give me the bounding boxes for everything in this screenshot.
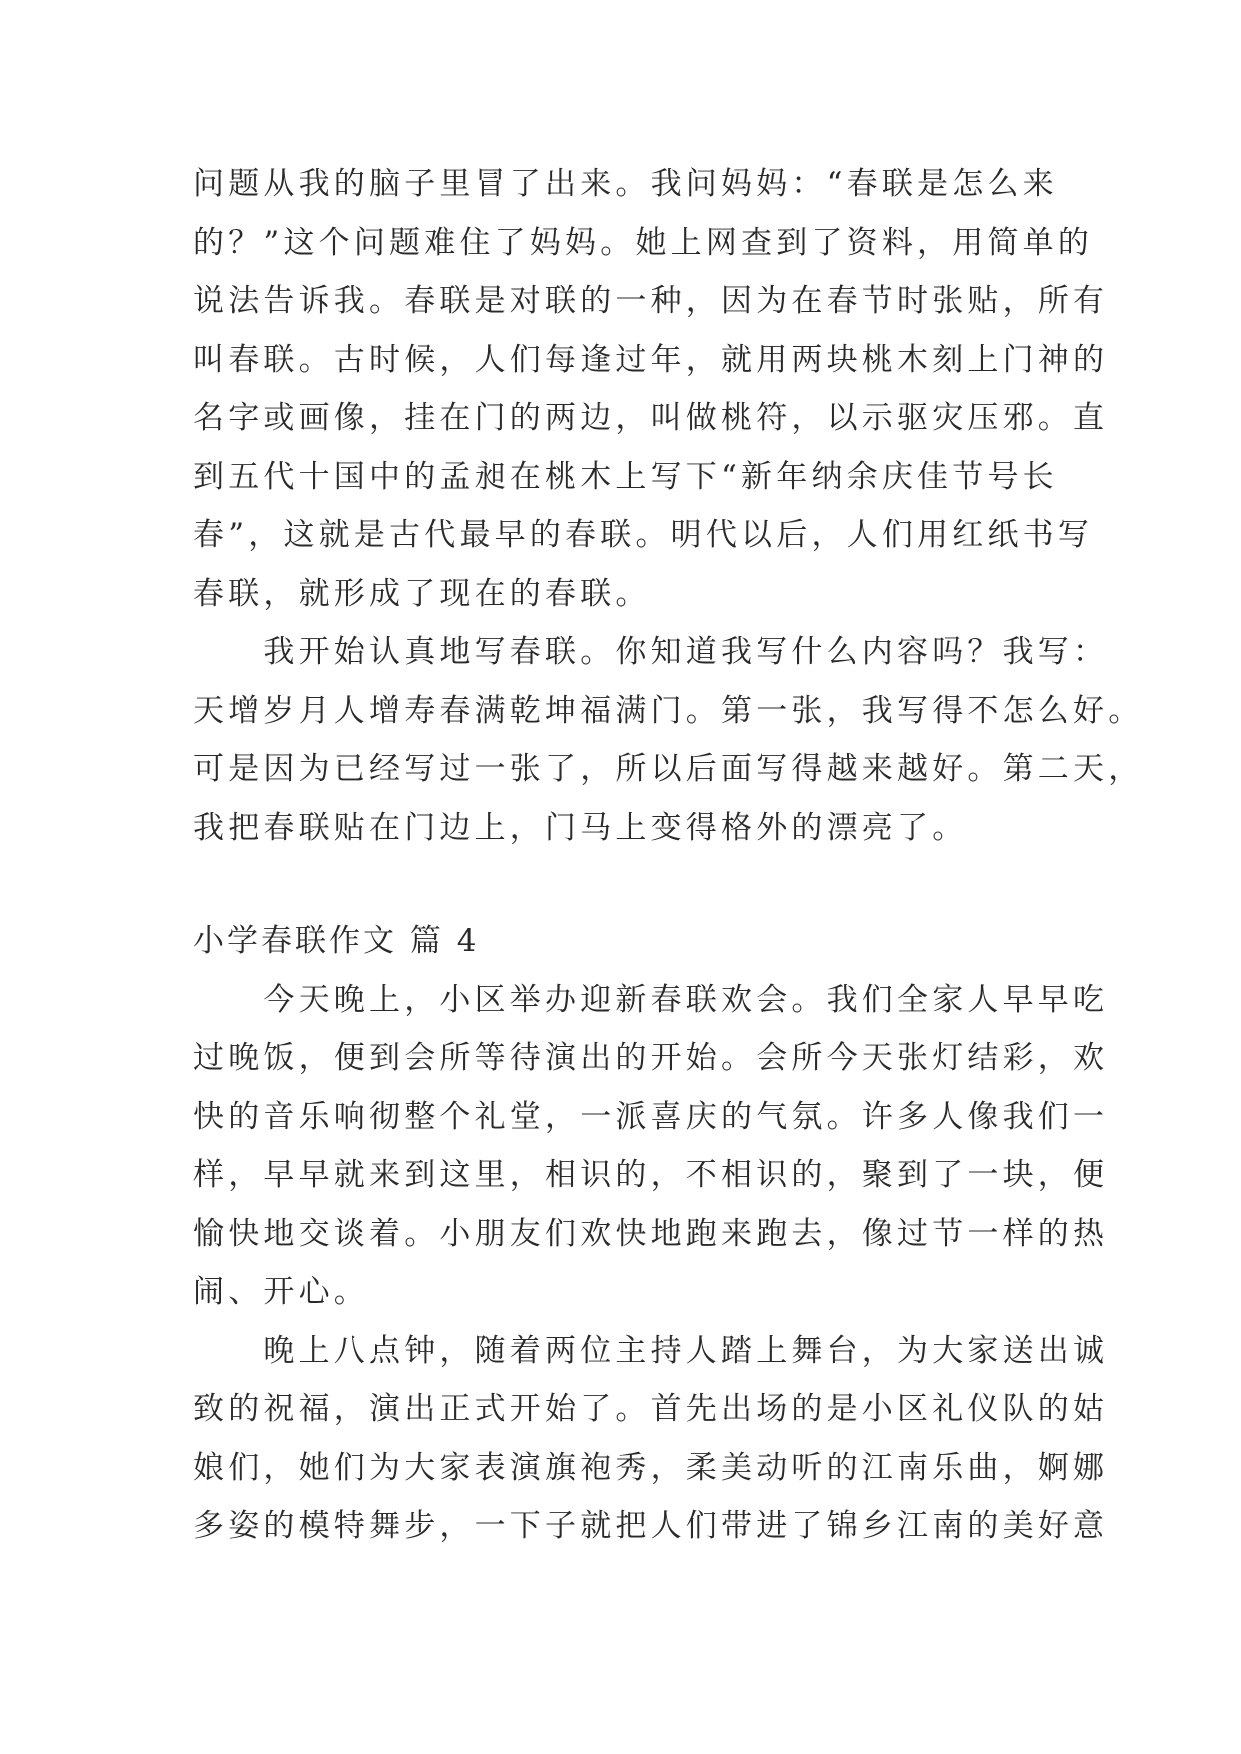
text-line: 名字或画像，挂在门的两边，叫做桃符，以示驱灾压邪。直 [193,400,1109,436]
text-line: 春”，这就是古代最早的春联。明代以后，人们用红纸书写 [193,517,1094,553]
text-line: 问题从我的脑子里冒了出来。我问妈妈：“春联是怎么来 [193,166,1058,202]
text-line: 今天晚上，小区举办迎新春联欢会。我们全家人早早吃 [193,981,1109,1018]
paragraph-1 [193,155,1109,623]
document-body [193,155,1144,1556]
text-line: 快的音乐响彻整个礼堂，一派喜庆的气氛。许多人像我们一 [193,1098,1109,1135]
text-line: 说法告诉我。春联是对联的一种，因为在春节时张贴，所有 [193,283,1109,319]
section-heading: 小学春联作文 篇 4 [193,923,480,959]
text-line: 闹、开心。 [193,1274,369,1310]
text-line: 我把春联贴在门边上，门马上变得格外的漂亮了。 [193,809,968,846]
paragraph-2 [193,623,1144,857]
text-line: 我开始认真地写春联。你知道我写什么内容吗？我写： [193,634,1109,670]
text-line: 愉快地交谈着。小朋友们欢快地跑来跑去，像过节一样的热 [193,1215,1109,1252]
text-line: 春联，就形成了现在的春联。 [193,575,651,612]
text-line: 样，早早就来到这里，相识的，不相识的，聚到了一块，便 [193,1157,1109,1193]
text-line: 晚上八点钟，随着两位主持人踏上舞台，为大家送出诚 [193,1332,1109,1369]
text-line: 过晚饭，便到会所等待演出的开始。会所今天张灯结彩，欢 [193,1040,1109,1076]
text-line: 娘们，她们为大家表演旗袍秀，柔美动听的江南乐曲，婀娜 [193,1449,1109,1486]
text-line: 叫春联。古时候，人们每逢过年，就用两块桃木刻上门神的 [193,341,1109,378]
text-line: 致的祝福，演出正式开始了。首先出场的是小区礼仪队的姑 [193,1391,1109,1427]
text-line: 到五代十国中的孟昶在桃木上写下“新年纳余庆佳节号长 [193,458,1058,495]
text-line: 多姿的模特舞步，一下子就把人们带进了锦乡江南的美好意 [193,1508,1109,1544]
text-line: 天增岁月人增寿春满乾坤福满门。第一张，我写得不怎么好。 [193,692,1144,729]
paragraph-4 [193,1322,1109,1556]
paragraph-3 [193,971,1109,1322]
text-line: 的？”这个问题难住了妈妈。她上网查到了资料，用简单的 [193,224,1094,261]
text-line: 可是因为已经写过一张了，所以后面写得越来越好。第二天， [193,751,1144,787]
